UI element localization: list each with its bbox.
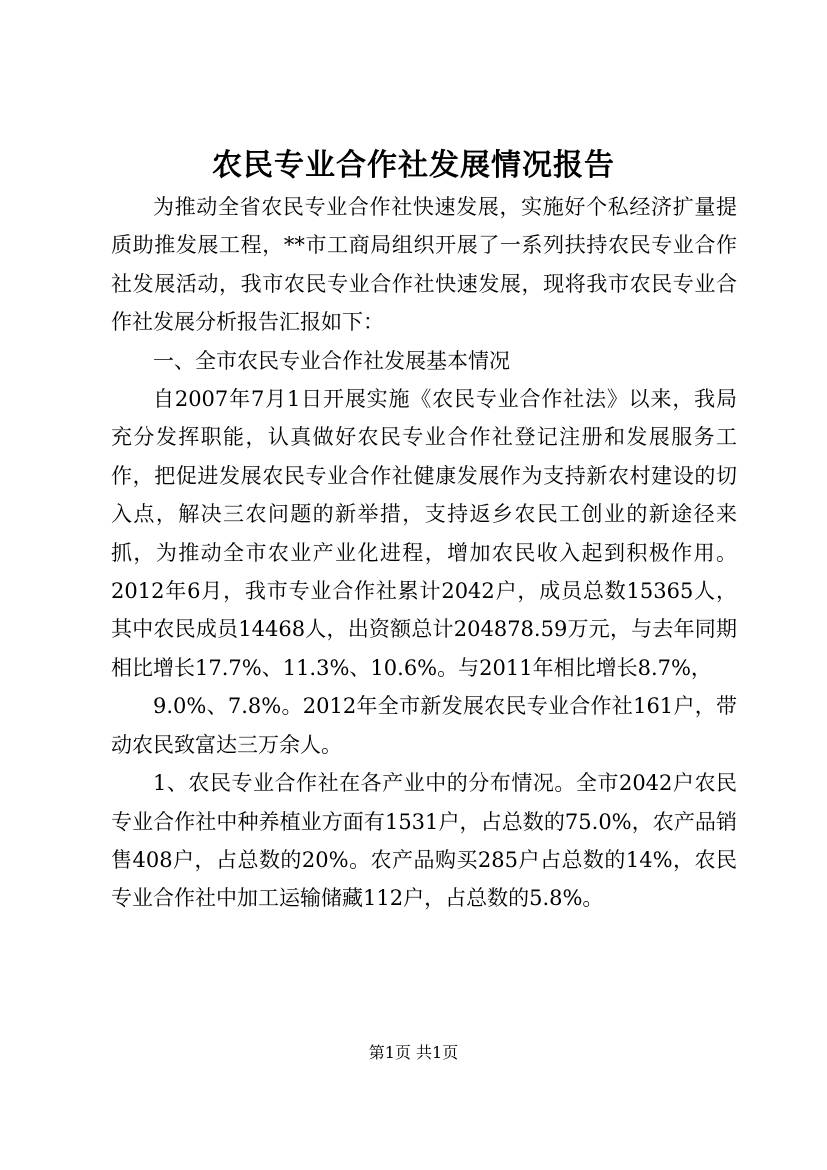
section-heading: 一、全市农民专业合作社发展基本情况 xyxy=(153,348,510,373)
document-title: 农民专业合作社发展情况报告 xyxy=(212,148,615,183)
body-paragraph-1: 自2007年7月1日开展实施《农民专业合作社法》以来，我局充分发挥职能，认真做好农民专业合作社登记注册和发展服务工作，把促进发展农民专业合作社健康发展作为支持新农村建设的切入点，解决三农问题的新举措，支持返乡农民工创业的新途径来抓，为推动全市农业产业化进程，增加农民收入起到积极作用。2012年6月，我市专业合作社累计2042户，成员总数15365人，其中农民成员14468人，出资额总计204878.59万元，与去年同期相比增长17.7%、11.3%、10.6%。与2011年相比增长8.7%， xyxy=(111,387,737,680)
body-paragraph-2: 9.0%、7.8%。2012年全市新发展农民专业合作社161户，带动农民致富达三万余人。 xyxy=(111,694,737,757)
intro-paragraph: 为推动全省农民专业合作社快速发展，实施好个私经济扩量提质助推发展工程，**市工商局组织开展了一系列扶持农民专业合作社发展活动，我市农民专业合作社快速发展，现将我市农民专业合作社发展分析报告汇报如下： xyxy=(111,195,737,335)
body-paragraph-3: 1、农民专业合作社在各产业中的分布情况。全市2042户农民专业合作社中种养植业方面有1531户，占总数的75.0%，农产品销售408户，占总数的20%。农产品购买285户占总数的14%，农民专业合作社中加工运输储藏112户，占总数的5.8%。 xyxy=(111,771,737,911)
page-footer: 第1页 共1页 xyxy=(368,1043,459,1062)
document-body xyxy=(111,188,737,918)
